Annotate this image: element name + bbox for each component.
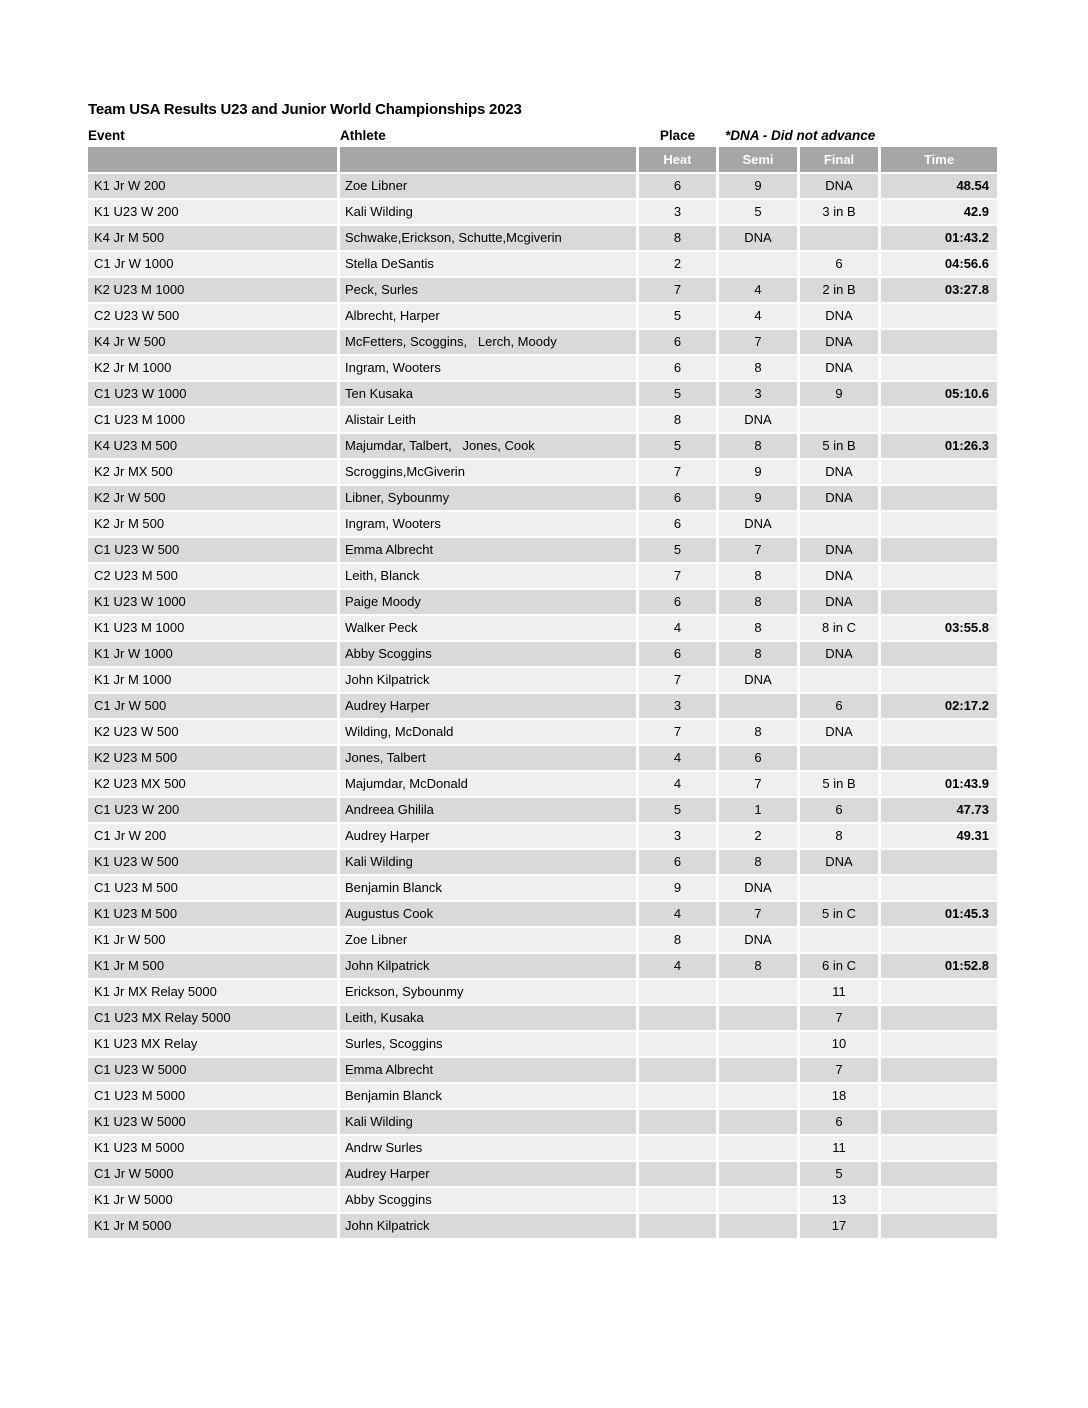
- cell-semi: [719, 980, 797, 1004]
- cell-semi: DNA: [719, 876, 797, 900]
- cell-athlete: Augustus Cook: [340, 902, 636, 926]
- cell-final: DNA: [800, 486, 878, 510]
- cell-semi: [719, 1006, 797, 1030]
- cell-event: C1 U23 W 5000: [88, 1058, 337, 1082]
- cell-final: DNA: [800, 174, 878, 198]
- cell-event: C1 U23 W 1000: [88, 382, 337, 406]
- subheader-time: Time: [881, 147, 997, 172]
- cell-athlete: Audrey Harper: [340, 824, 636, 848]
- cell-heat: 7: [639, 278, 716, 302]
- cell-athlete: Schwake,Erickson, Schutte,Mcgiverin: [340, 226, 636, 250]
- cell-heat: 5: [639, 538, 716, 562]
- cell-time: [881, 1136, 997, 1160]
- cell-final: DNA: [800, 850, 878, 874]
- cell-heat: 3: [639, 824, 716, 848]
- cell-time: 01:52.8: [881, 954, 997, 978]
- cell-semi: 8: [719, 720, 797, 744]
- cell-athlete: Emma Albrecht: [340, 1058, 636, 1082]
- cell-semi: DNA: [719, 928, 797, 952]
- cell-athlete: Kali Wilding: [340, 1110, 636, 1134]
- cell-semi: 7: [719, 902, 797, 926]
- cell-event: K2 U23 M 500: [88, 746, 337, 770]
- cell-time: [881, 642, 997, 666]
- cell-heat: 4: [639, 746, 716, 770]
- cell-event: C1 U23 M 500: [88, 876, 337, 900]
- cell-athlete: Abby Scoggins: [340, 1188, 636, 1212]
- cell-heat: 3: [639, 200, 716, 224]
- cell-event: K1 Jr MX Relay 5000: [88, 980, 337, 1004]
- cell-heat: 4: [639, 772, 716, 796]
- cell-final: DNA: [800, 590, 878, 614]
- cell-heat: 6: [639, 486, 716, 510]
- cell-event: K4 Jr M 500: [88, 226, 337, 250]
- subheader-final: Final: [800, 147, 878, 172]
- subheader-semi: Semi: [719, 147, 797, 172]
- cell-event: K2 Jr M 1000: [88, 356, 337, 380]
- cell-heat: 5: [639, 798, 716, 822]
- cell-heat: 5: [639, 304, 716, 328]
- cell-final: 18: [800, 1084, 878, 1108]
- cell-final: DNA: [800, 330, 878, 354]
- cell-time: [881, 408, 997, 432]
- cell-athlete: Erickson, Sybounmy: [340, 980, 636, 1004]
- cell-time: [881, 1006, 997, 1030]
- cell-time: 47.73: [881, 798, 997, 822]
- cell-semi: 8: [719, 616, 797, 640]
- cell-athlete: Zoe Libner: [340, 174, 636, 198]
- cell-final: [800, 408, 878, 432]
- cell-event: K2 Jr M 500: [88, 512, 337, 536]
- cell-final: 5 in B: [800, 434, 878, 458]
- cell-heat: [639, 1006, 716, 1030]
- cell-semi: 8: [719, 434, 797, 458]
- cell-athlete: Emma Albrecht: [340, 538, 636, 562]
- cell-heat: [639, 1084, 716, 1108]
- cell-athlete: Majumdar, Talbert, Jones, Cook: [340, 434, 636, 458]
- cell-event: C1 U23 MX Relay 5000: [88, 1006, 337, 1030]
- cell-athlete: Albrecht, Harper: [340, 304, 636, 328]
- cell-final: 6: [800, 252, 878, 276]
- page-title: Team USA Results U23 and Junior World Championships 2023: [88, 101, 522, 118]
- cell-time: [881, 850, 997, 874]
- cell-semi: 9: [719, 486, 797, 510]
- cell-athlete: Andrw Surles: [340, 1136, 636, 1160]
- cell-final: [800, 668, 878, 692]
- cell-final: 11: [800, 980, 878, 1004]
- cell-event: C1 U23 M 1000: [88, 408, 337, 432]
- cell-semi: 8: [719, 564, 797, 588]
- cell-time: 04:56.6: [881, 252, 997, 276]
- cell-time: [881, 668, 997, 692]
- cell-time: [881, 512, 997, 536]
- cell-athlete: Ingram, Wooters: [340, 512, 636, 536]
- cell-athlete: Kali Wilding: [340, 200, 636, 224]
- cell-event: K4 Jr W 500: [88, 330, 337, 354]
- cell-athlete: Walker Peck: [340, 616, 636, 640]
- cell-heat: [639, 1110, 716, 1134]
- cell-heat: 4: [639, 902, 716, 926]
- cell-semi: [719, 252, 797, 276]
- cell-heat: 6: [639, 642, 716, 666]
- cell-time: 05:10.6: [881, 382, 997, 406]
- cell-heat: 6: [639, 512, 716, 536]
- cell-heat: 4: [639, 954, 716, 978]
- cell-time: [881, 330, 997, 354]
- cell-athlete: John Kilpatrick: [340, 668, 636, 692]
- cell-final: 10: [800, 1032, 878, 1056]
- cell-athlete: Leith, Blanck: [340, 564, 636, 588]
- cell-time: [881, 486, 997, 510]
- cell-time: 03:27.8: [881, 278, 997, 302]
- cell-athlete: Leith, Kusaka: [340, 1006, 636, 1030]
- cell-event: K1 U23 M 1000: [88, 616, 337, 640]
- cell-heat: 6: [639, 330, 716, 354]
- cell-heat: 6: [639, 356, 716, 380]
- cell-semi: [719, 1032, 797, 1056]
- cell-time: [881, 876, 997, 900]
- cell-semi: 8: [719, 954, 797, 978]
- cell-heat: [639, 1058, 716, 1082]
- cell-time: 01:43.9: [881, 772, 997, 796]
- column-header-place: Place: [639, 126, 716, 145]
- cell-semi: 9: [719, 460, 797, 484]
- cell-athlete: Kali Wilding: [340, 850, 636, 874]
- cell-time: [881, 720, 997, 744]
- cell-heat: 3: [639, 694, 716, 718]
- cell-final: 5: [800, 1162, 878, 1186]
- cell-final: 13: [800, 1188, 878, 1212]
- cell-event: K1 Jr W 500: [88, 928, 337, 952]
- cell-athlete: Benjamin Blanck: [340, 876, 636, 900]
- cell-final: 7: [800, 1006, 878, 1030]
- cell-final: 5 in C: [800, 902, 878, 926]
- cell-final: [800, 876, 878, 900]
- cell-final: [800, 512, 878, 536]
- cell-heat: 7: [639, 668, 716, 692]
- cell-time: [881, 1032, 997, 1056]
- cell-event: C2 U23 M 500: [88, 564, 337, 588]
- cell-final: 7: [800, 1058, 878, 1082]
- cell-heat: 6: [639, 174, 716, 198]
- cell-athlete: Jones, Talbert: [340, 746, 636, 770]
- cell-semi: [719, 1058, 797, 1082]
- cell-athlete: Peck, Surles: [340, 278, 636, 302]
- cell-time: [881, 928, 997, 952]
- cell-event: K2 U23 M 1000: [88, 278, 337, 302]
- results-table: [88, 126, 997, 1238]
- cell-heat: 4: [639, 616, 716, 640]
- cell-semi: 8: [719, 850, 797, 874]
- cell-semi: 7: [719, 538, 797, 562]
- cell-event: K2 U23 MX 500: [88, 772, 337, 796]
- cell-athlete: Stella DeSantis: [340, 252, 636, 276]
- cell-semi: 4: [719, 278, 797, 302]
- cell-final: 9: [800, 382, 878, 406]
- cell-heat: [639, 1162, 716, 1186]
- cell-final: 5 in B: [800, 772, 878, 796]
- cell-semi: [719, 694, 797, 718]
- cell-time: [881, 356, 997, 380]
- cell-event: K1 U23 M 500: [88, 902, 337, 926]
- cell-heat: 5: [639, 434, 716, 458]
- cell-time: [881, 1162, 997, 1186]
- cell-time: [881, 746, 997, 770]
- cell-event: K1 Jr M 5000: [88, 1214, 337, 1238]
- cell-time: 01:43.2: [881, 226, 997, 250]
- cell-event: K1 U23 W 500: [88, 850, 337, 874]
- cell-athlete: Ingram, Wooters: [340, 356, 636, 380]
- cell-event: C1 Jr W 1000: [88, 252, 337, 276]
- cell-heat: 6: [639, 590, 716, 614]
- cell-athlete: Wilding, McDonald: [340, 720, 636, 744]
- column-header-event: Event: [88, 126, 337, 145]
- cell-semi: 1: [719, 798, 797, 822]
- cell-heat: 7: [639, 564, 716, 588]
- cell-time: 02:17.2: [881, 694, 997, 718]
- cell-semi: [719, 1110, 797, 1134]
- cell-semi: [719, 1214, 797, 1238]
- cell-semi: 5: [719, 200, 797, 224]
- cell-final: 8: [800, 824, 878, 848]
- cell-athlete: Majumdar, McDonald: [340, 772, 636, 796]
- cell-event: K1 U23 W 200: [88, 200, 337, 224]
- cell-time: [881, 1084, 997, 1108]
- cell-athlete: Ten Kusaka: [340, 382, 636, 406]
- cell-heat: 6: [639, 850, 716, 874]
- cell-athlete: Andreea Ghilila: [340, 798, 636, 822]
- cell-event: C1 U23 W 500: [88, 538, 337, 562]
- cell-athlete: McFetters, Scoggins, Lerch, Moody: [340, 330, 636, 354]
- cell-time: [881, 1214, 997, 1238]
- cell-semi: 8: [719, 642, 797, 666]
- cell-time: [881, 538, 997, 562]
- cell-event: K2 U23 W 500: [88, 720, 337, 744]
- cell-athlete: Abby Scoggins: [340, 642, 636, 666]
- cell-final: 6: [800, 694, 878, 718]
- cell-semi: 3: [719, 382, 797, 406]
- cell-heat: 8: [639, 408, 716, 432]
- cell-event: K1 U23 W 1000: [88, 590, 337, 614]
- cell-time: [881, 1110, 997, 1134]
- cell-athlete: Audrey Harper: [340, 694, 636, 718]
- subheader-heat: Heat: [639, 147, 716, 172]
- cell-heat: [639, 1032, 716, 1056]
- cell-heat: 2: [639, 252, 716, 276]
- cell-final: 6: [800, 1110, 878, 1134]
- cell-semi: 8: [719, 356, 797, 380]
- cell-event: K1 Jr W 1000: [88, 642, 337, 666]
- cell-event: K1 Jr W 200: [88, 174, 337, 198]
- cell-semi: [719, 1188, 797, 1212]
- cell-final: [800, 928, 878, 952]
- column-header-athlete: Athlete: [340, 126, 636, 145]
- cell-final: DNA: [800, 304, 878, 328]
- cell-athlete: Audrey Harper: [340, 1162, 636, 1186]
- cell-heat: [639, 1188, 716, 1212]
- cell-athlete: Paige Moody: [340, 590, 636, 614]
- cell-time: [881, 304, 997, 328]
- cell-semi: 2: [719, 824, 797, 848]
- cell-semi: [719, 1136, 797, 1160]
- cell-time: [881, 460, 997, 484]
- cell-heat: 8: [639, 226, 716, 250]
- cell-time: [881, 1058, 997, 1082]
- cell-final: DNA: [800, 564, 878, 588]
- cell-final: 3 in B: [800, 200, 878, 224]
- cell-athlete: Scroggins,McGiverin: [340, 460, 636, 484]
- results-content: [88, 101, 997, 1238]
- cell-event: K4 U23 M 500: [88, 434, 337, 458]
- cell-final: 2 in B: [800, 278, 878, 302]
- cell-event: C1 Jr W 200: [88, 824, 337, 848]
- cell-final: 8 in C: [800, 616, 878, 640]
- cell-athlete: Zoe Libner: [340, 928, 636, 952]
- cell-time: 49.31: [881, 824, 997, 848]
- cell-time: 01:26.3: [881, 434, 997, 458]
- cell-semi: 4: [719, 304, 797, 328]
- cell-event: K2 Jr MX 500: [88, 460, 337, 484]
- cell-event: K1 U23 MX Relay: [88, 1032, 337, 1056]
- cell-final: 11: [800, 1136, 878, 1160]
- cell-athlete: John Kilpatrick: [340, 1214, 636, 1238]
- cell-event: C1 Jr W 5000: [88, 1162, 337, 1186]
- cell-semi: [719, 1084, 797, 1108]
- cell-event: K2 Jr W 500: [88, 486, 337, 510]
- cell-final: [800, 746, 878, 770]
- cell-time: 42.9: [881, 200, 997, 224]
- cell-final: 6: [800, 798, 878, 822]
- cell-athlete: Alistair Leith: [340, 408, 636, 432]
- cell-semi: 6: [719, 746, 797, 770]
- header-cell-empty-event: [88, 147, 337, 172]
- cell-final: DNA: [800, 460, 878, 484]
- cell-event: K1 U23 W 5000: [88, 1110, 337, 1134]
- cell-event: K1 Jr M 1000: [88, 668, 337, 692]
- cell-athlete: Surles, Scoggins: [340, 1032, 636, 1056]
- cell-semi: 7: [719, 330, 797, 354]
- cell-time: 01:45.3: [881, 902, 997, 926]
- cell-heat: 9: [639, 876, 716, 900]
- cell-semi: DNA: [719, 408, 797, 432]
- cell-final: DNA: [800, 720, 878, 744]
- cell-heat: [639, 1214, 716, 1238]
- cell-final: DNA: [800, 538, 878, 562]
- cell-athlete: John Kilpatrick: [340, 954, 636, 978]
- cell-athlete: Libner, Sybounmy: [340, 486, 636, 510]
- dna-note: *DNA - Did not advance: [719, 126, 997, 145]
- cell-time: [881, 980, 997, 1004]
- cell-heat: [639, 1136, 716, 1160]
- cell-semi: 7: [719, 772, 797, 796]
- cell-event: C1 U23 W 200: [88, 798, 337, 822]
- cell-time: [881, 590, 997, 614]
- cell-athlete: Benjamin Blanck: [340, 1084, 636, 1108]
- cell-event: C1 U23 M 5000: [88, 1084, 337, 1108]
- cell-time: 48.54: [881, 174, 997, 198]
- cell-semi: DNA: [719, 512, 797, 536]
- cell-semi: [719, 1162, 797, 1186]
- cell-final: [800, 226, 878, 250]
- cell-heat: [639, 980, 716, 1004]
- cell-event: K1 Jr M 500: [88, 954, 337, 978]
- cell-final: DNA: [800, 356, 878, 380]
- cell-heat: 8: [639, 928, 716, 952]
- cell-heat: 7: [639, 460, 716, 484]
- header-cell-empty-athlete: [340, 147, 636, 172]
- cell-semi: DNA: [719, 226, 797, 250]
- cell-semi: 9: [719, 174, 797, 198]
- cell-semi: DNA: [719, 668, 797, 692]
- cell-heat: 7: [639, 720, 716, 744]
- cell-event: C1 Jr W 500: [88, 694, 337, 718]
- cell-time: 03:55.8: [881, 616, 997, 640]
- cell-event: C2 U23 W 500: [88, 304, 337, 328]
- cell-heat: 5: [639, 382, 716, 406]
- cell-time: [881, 1188, 997, 1212]
- cell-final: DNA: [800, 642, 878, 666]
- cell-time: [881, 564, 997, 588]
- cell-event: K1 Jr W 5000: [88, 1188, 337, 1212]
- cell-event: K1 U23 M 5000: [88, 1136, 337, 1160]
- cell-final: 6 in C: [800, 954, 878, 978]
- cell-semi: 8: [719, 590, 797, 614]
- cell-final: 17: [800, 1214, 878, 1238]
